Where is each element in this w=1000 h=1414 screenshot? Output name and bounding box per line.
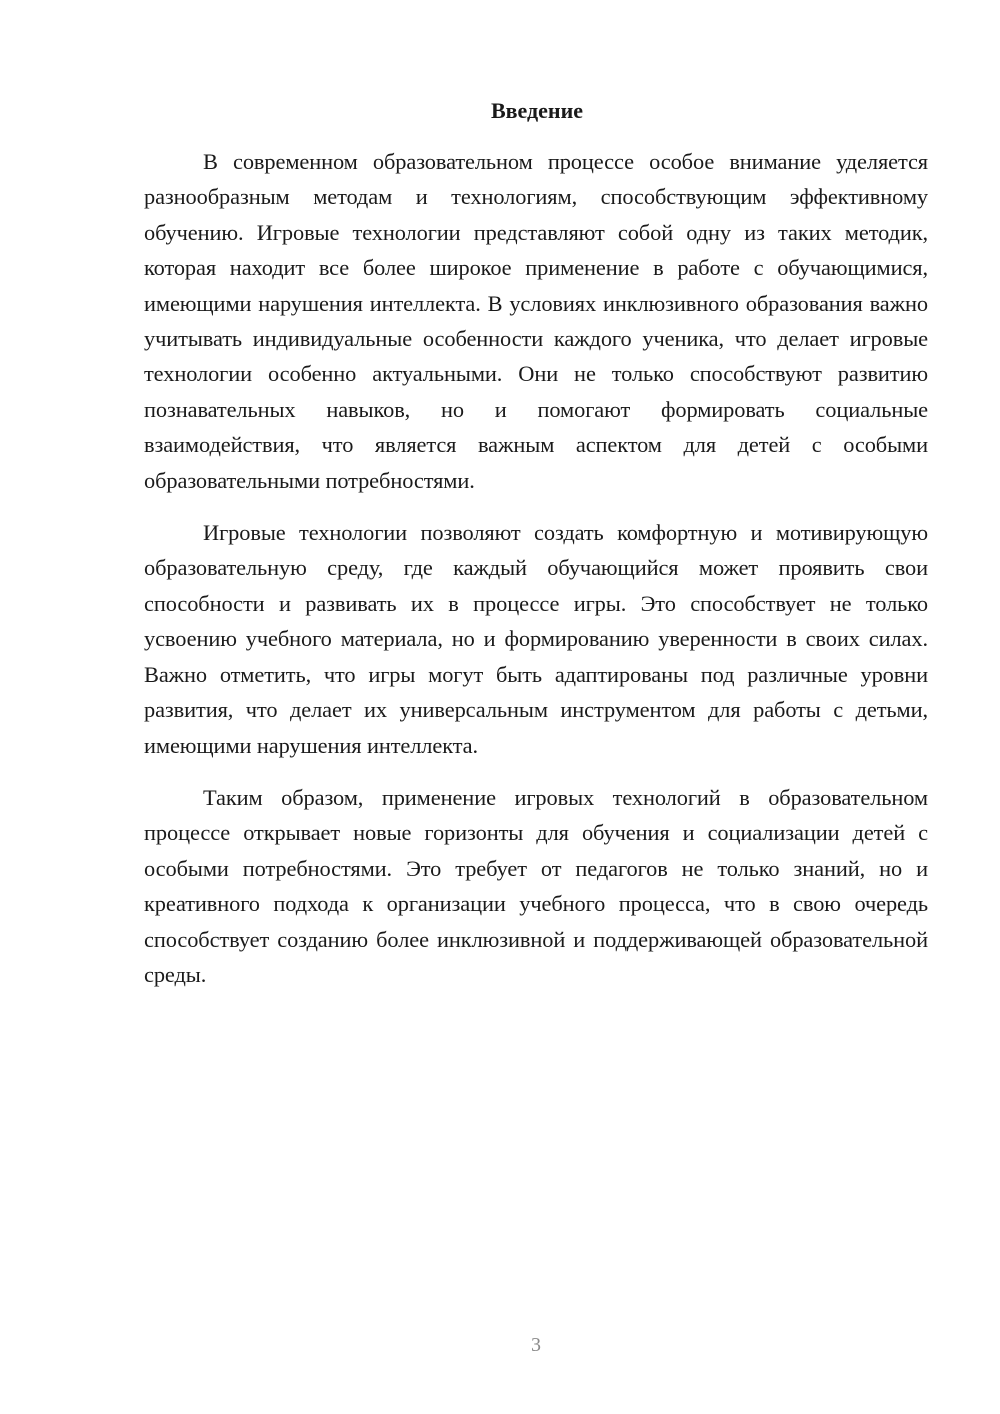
paragraph: Таким образом, применение игровых технологий в образовательном процессе открывает новые горизонты для обучения и социализации детей с особыми потребностями. Это требует от педагогов не только знаний, но и креативного подхода к организации учебного процесса, что в свою очередь способствует созданию более инклюзивной и поддерживающей образовательной среды. — [144, 784, 928, 987]
page-number: 3 — [531, 1334, 541, 1356]
page-title: Введение — [490, 98, 584, 123]
paragraph: В современном образовательном процессе особое внимание уделяется разнообразным методам и технологиям, способствующим эффективному обучению. Игровые технологии представляют собой одну из таких методик, которая находит все более широкое применение в работе с обучающимися, имеющими нарушения интеллекта. В условиях инклюзивного образования важно учитывать индивидуальные особенности каждого ученика, что делает игровые технологии особенно актуальными. Они не только способствуют развитию познавательных навыков, но и помогают формировать социальные взаимодействия, что является важным аспектом для детей с особыми образовательными потребностями. — [144, 149, 928, 493]
page-content — [144, 96, 928, 1009]
paragraph: Игровые технологии позволяют создать комфортную и мотивирующую образовательную среду, где каждый обучающийся может проявить свои способности и развивать их в процессе игры. Это способствует не только усвоению учебного материала, но и формированию уверенности в своих силах. Важно отметить, что игры могут быть адаптированы под различные уровни развития, что делает их универсальным инструментом для работы с детьми, имеющими нарушения интеллекта. — [144, 520, 928, 758]
